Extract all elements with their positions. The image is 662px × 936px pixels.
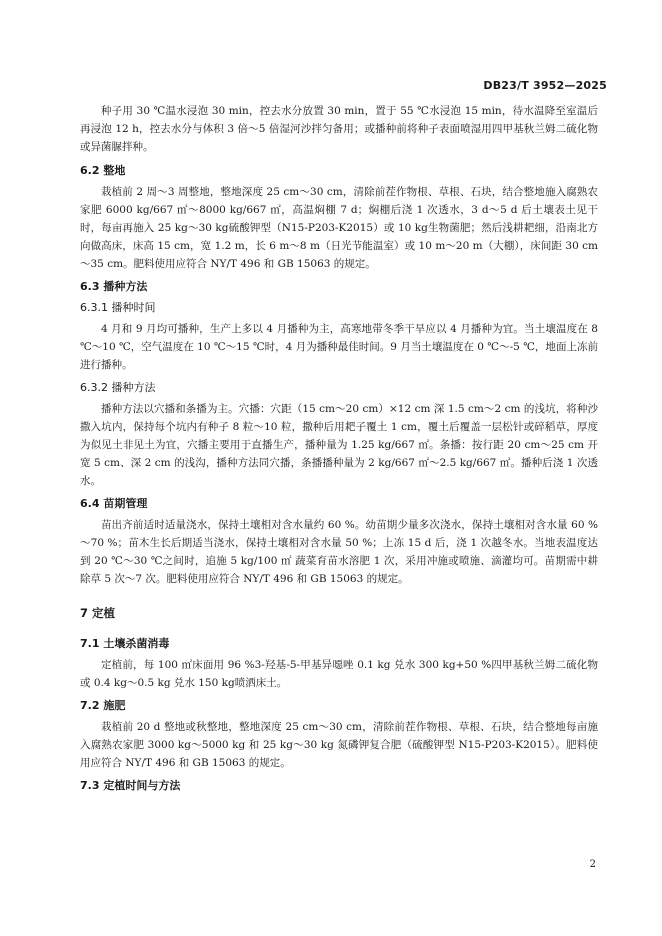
document-code: DB23/T 3952—2025 — [483, 79, 607, 92]
paragraph-sowing-time: 4 月和 9 月均可播种，生产上多以 4 月播种为主，高寒地带冬季干旱应以 4 月播种为宜。当土壤温度在 8 ℃～10 ℃，空气温度在 10 ℃～15 ℃时，4 月为播种最佳时间。9 月当土壤温度在 0 ℃～-5 ℃，地面上冻前进行播种。 — [80, 323, 598, 371]
heading-7: 7 定植 — [80, 606, 116, 620]
paragraph-sowing-method: 播种方法以穴播和条播为主。穴播：穴距（15 cm～20 cm）×12 cm 深 1.5 cm～2 cm 的浅坑，将种沙撒入坑内，保持每个坑内有种子 8 粒～10 粒，撒种后用耙子覆土 1 cm，覆土后覆盖一层松针或碎稻草，厚度为似见土非见土为宜，穴播主要用于直播生产，播种量为 1.25 kg/667 ㎡。条播：按行距 20 cm～25 cm 开宽 5 cm、深 2 cm 的浅沟，播种方法同穴播，条播播种量为 2 kg/667 ㎡～2.5 kg/667 ㎡。播种后浇 1 次透水。 — [80, 403, 598, 487]
page-number: 2 — [589, 859, 596, 870]
heading-7-1: 7.1 土壤杀菌消毒 — [80, 637, 170, 650]
heading-6-3-2: 6.3.2 播种方法 — [80, 381, 156, 394]
heading-6-3-1: 6.3.1 播种时间 — [80, 301, 156, 314]
heading-6-3: 6.3 播种方法 — [80, 280, 148, 293]
document-body — [80, 102, 598, 795]
heading-6-2: 6.2 整地 — [80, 164, 126, 177]
paragraph-seed-soaking: 种子用 30 ℃温水浸泡 30 min，控去水分放置 30 min，置于 55 ℃水浸泡 15 min，待水温降至室温后再浸泡 12 h，控去水分与体积 3 倍～5 倍湿河沙拌匀备用；或播种前将种子表面喷湿用四甲基秋兰姆二硫化物或异菌脲拌种。 — [80, 105, 598, 153]
paragraph-soil-sterilization: 定植前，每 100 ㎡床面用 96 %3-羟基-5-甲基异噁唑 0.1 kg 兑水 300 kg+50 %四甲基秋兰姆二硫化物或 0.4 kg～0.5 kg 兑水 150 kg喷洒床土。 — [80, 659, 598, 689]
paragraph-fertilization: 栽植前 20 d 整地或秋整地，整地深度 25 cm～30 cm，清除前茬作物根、草根、石块，结合整地每亩施入腐熟农家肥 3000 kg～5000 kg 和 25 kg～30 kg 氮磷钾复合肥（硫酸钾型 N15-P203-K2015）。肥料使用应符合 NY/T 496 和 GB 15063 的规定。 — [80, 721, 598, 769]
heading-7-3: 7.3 定植时间与方法 — [80, 779, 181, 792]
paragraph-seedling-management: 苗出齐前适时适量浇水，保持土壤相对含水量约 60 %。幼苗期少量多次浇水，保持土壤相对含水量 60 %～70 %；苗木生长后期适当浇水，保持土壤相对含水量 50 %；上冻 15 d 后，浇 1 次越冬水。当地表温度达到 20 ℃～30 ℃之间时，追施 5 kg/100 ㎡ 蔬菜育苗水溶肥 1 次，采用冲施或喷施、滴灌均可。苗期需中耕除草 5 次～7 次。肥料使用应符合 NY/T 496 和 GB 15063 的规定。 — [80, 519, 598, 585]
heading-7-2: 7.2 施肥 — [80, 699, 126, 712]
paragraph-land-preparation: 栽植前 2 周～3 周整地，整地深度 25 cm～30 cm，清除前茬作物根、草根、石块，结合整地施入腐熟农家肥 6000 kg/667 ㎡～8000 kg/667 ㎡，高温焖棚 7 d；焖棚后浇 1 次透水，3 d～5 d 后土壤表土见干时，每亩再施入 25 kg～30 kg硫酸钾型（N15-P203-K2015）或 10 kg生物菌肥；然后浅耕耙细，沿南北方向做高床，床高 15 cm，宽 1.2 m，长 6 m～8 m（日光节能温室）或 10 m～20 m（大棚），床间距 30 cm～35 cm。肥料使用应符合 NY/T 496 和 GB 15063 的规定。 — [80, 186, 598, 270]
heading-6-4: 6.4 苗期管理 — [80, 497, 148, 510]
